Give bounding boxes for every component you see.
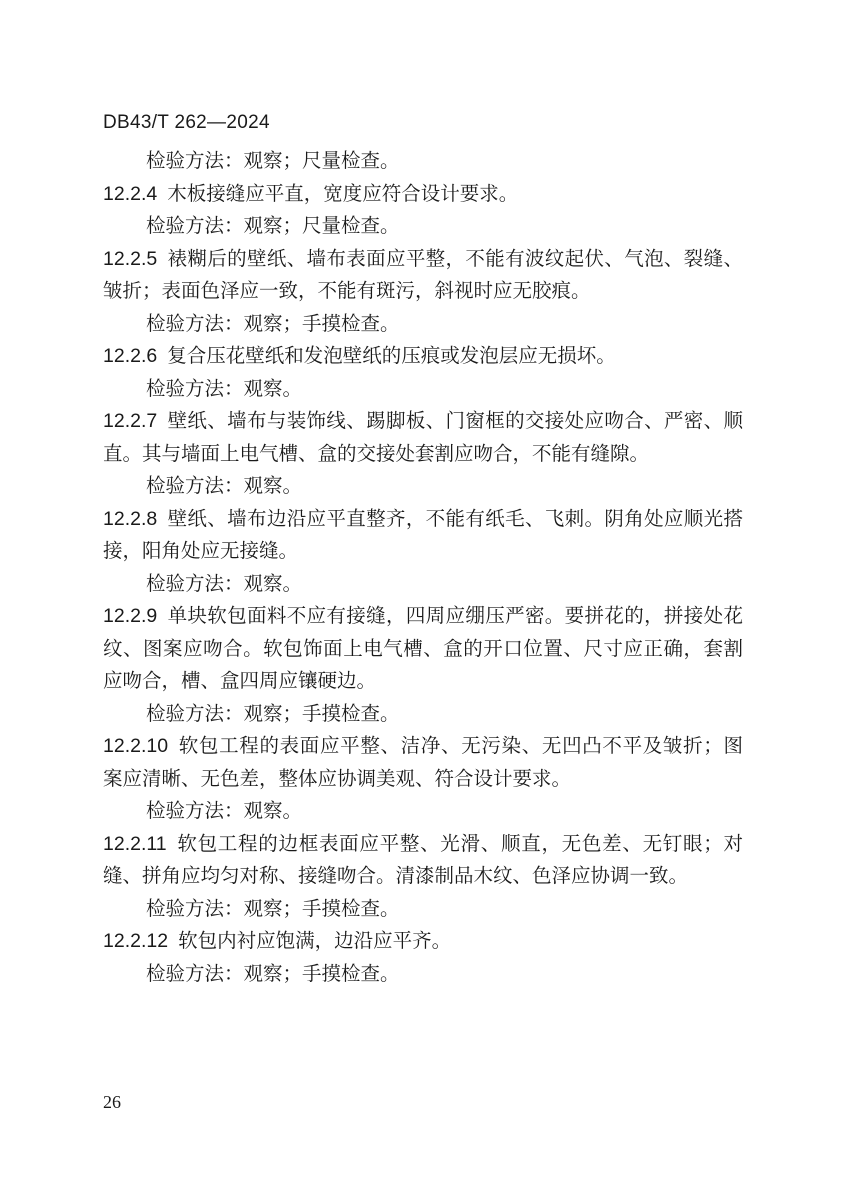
document-body	[103, 145, 743, 990]
clause-text: 复合压花壁纸和发泡壁纸的压痕或发泡层应无损坏。	[167, 344, 616, 367]
clause-text: 裱糊后的壁纸、墙布表面应平整，不能有波纹起伏、气泡、裂缝、皱折；表面色泽应一致，不能有斑污，斜视时应无胶痕。	[103, 246, 743, 302]
inspection-method-text: 检验方法：观察。	[146, 799, 303, 822]
page-number: 26	[103, 1092, 121, 1112]
clause-paragraph	[103, 730, 743, 795]
clause-text: 软包工程的表面应平整、洁净、无污染、无凹凸不平及皱折；图案应清晰、无色差，整体应协调美观、符合设计要求。	[103, 734, 743, 790]
inspection-method-paragraph	[103, 470, 743, 503]
clause-number: 12.2.7	[103, 410, 158, 432]
clause-paragraph	[103, 503, 743, 568]
inspection-method-paragraph	[103, 145, 743, 178]
inspection-method-paragraph	[103, 795, 743, 828]
inspection-method-text: 检验方法：观察；手摸检查。	[146, 961, 400, 985]
inspection-method-paragraph	[103, 308, 743, 341]
inspection-method-text: 检验方法：观察；尺量检查。	[146, 214, 400, 237]
clause-paragraph	[103, 600, 743, 698]
inspection-method-text: 检验方法：观察。	[146, 376, 303, 400]
inspection-method-text: 检验方法：观察；手摸检查。	[146, 896, 400, 920]
clause-text: 软包工程的边框表面应平整、光滑、顺直，无色差、无钉眼；对缝、拼角应均匀对称、接缝吻合。清漆制品木纹、色泽应协调一致。	[103, 831, 743, 887]
inspection-method-text: 检验方法：观察；手摸检查。	[146, 701, 400, 725]
clause-number: 12.2.10	[103, 735, 169, 757]
clause-text: 壁纸、墙布与装饰线、踢脚板、门窗框的交接处应吻合、严密、顺直。其与墙面上电气槽、盒的交接处套割应吻合，不能有缝隙。	[103, 409, 743, 465]
clause-paragraph	[103, 828, 743, 893]
clause-number: 12.2.6	[103, 345, 158, 367]
clause-paragraph	[103, 405, 743, 470]
clause-number: 12.2.12	[103, 930, 169, 952]
inspection-method-paragraph	[103, 698, 743, 731]
inspection-method-paragraph	[103, 893, 743, 926]
clause-number: 12.2.4	[103, 182, 158, 205]
inspection-method-text: 检验方法：观察。	[146, 474, 303, 497]
inspection-method-paragraph	[103, 210, 743, 243]
clause-number: 12.2.11	[103, 832, 167, 855]
inspection-method-paragraph	[103, 373, 743, 406]
clause-text: 单块软包面料不应有接缝，四周应绷压严密。要拼花的，拼接处花纹、图案应吻合。软包饰面上电气槽、盒的开口位置、尺寸应正确，套割应吻合，槽、盒四周应镶硬边。	[103, 604, 743, 692]
clause-paragraph	[103, 925, 743, 958]
clause-text: 木板接缝应平直，宽度应符合设计要求。	[167, 181, 519, 205]
clause-number: 12.2.9	[103, 605, 158, 627]
document-code-header: DB43/T 262—2024	[103, 112, 270, 133]
inspection-method-text: 检验方法：观察。	[146, 571, 303, 595]
clause-paragraph	[103, 243, 743, 308]
clause-text: 软包内衬应饱满，边沿应平齐。	[178, 929, 452, 952]
clause-paragraph	[103, 340, 743, 373]
clause-number: 12.2.8	[103, 507, 158, 530]
clause-text: 壁纸、墙布边沿应平直整齐，不能有纸毛、飞刺。阴角处应顺光搭接，阳角处应无接缝。	[103, 506, 743, 562]
clause-number: 12.2.5	[103, 247, 158, 270]
inspection-method-text: 检验方法：观察；手摸检查。	[146, 311, 400, 335]
clause-paragraph	[103, 178, 743, 211]
inspection-method-paragraph	[103, 958, 743, 991]
inspection-method-text: 检验方法：观察；尺量检查。	[146, 149, 400, 172]
inspection-method-paragraph	[103, 568, 743, 601]
